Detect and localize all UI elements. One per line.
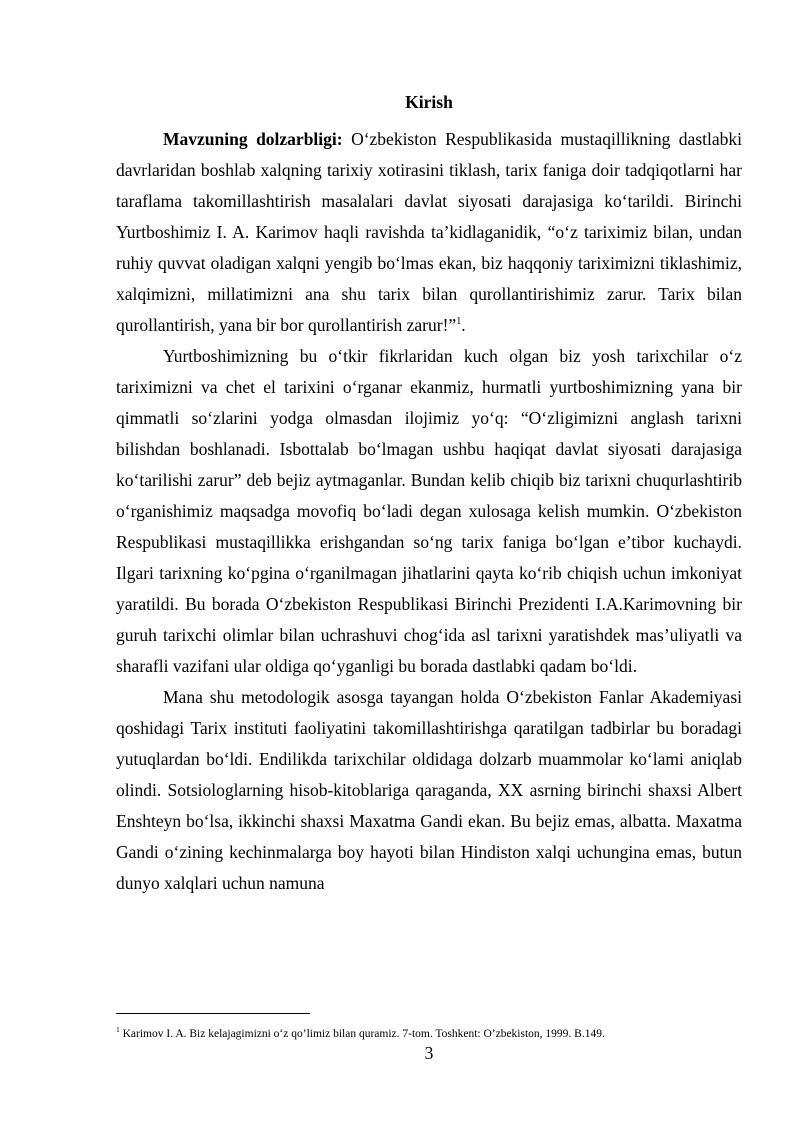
footnote-reference[interactable]: 1 — [456, 316, 462, 328]
footnote-text: Karimov I. A. Biz kelajagimizni o‘z qo’limiz bilan quramiz. 7-tom. Toshkent: O’zbekiston, 1999. B.149. — [119, 1028, 605, 1040]
paragraph-2: Yurtboshimizning bu o‘tkir fikrlaridan kuch olgan biz yosh tarixchilar o‘z tariximizni va chet el tarixini o‘rganar ekanmiz, hurmatli yurtboshimizning yana bir qimmatli so‘zlarini yodga olmasdan ilojimiz yo‘q: “O‘zligimizni anglash tarixni bilishdan boshlanadi. Isbottalab bo‘lmagan ushbu haqiqat davlat siyosati darajasiga ko‘tarilishi zarur” deb bejiz aytmaganlar. Bundan kelib chiqib biz tarixni chuqurlashtirib o‘rganishimiz maqsadga movofiq bo‘ladi degan xulosaga kelish mumkin. O‘zbekiston Respublikasi mustaqillikka erishgandan so‘ng tarix faniga bo‘lgan e’tibor kuchaydi. Ilgari tarixning ko‘pgina o‘rganilmagan jihatlarini qayta ko‘rib chiqish uchun imkoniyat yaratildi. Bu borada O‘zbekiston Respublikasi Birinchi Prezidenti I.A.Karimovning bir guruh tarixchi olimlar bilan uchrashuvi chog‘ida asl tarixni yaratishdek mas’uliyatli va sharafli vazifani ular oldiga qo‘yganligi bu borada dastlabki qadam bo‘ldi. — [116, 346, 742, 676]
paragraph-1-text: O‘zbekiston Respublikasida mustaqillikning dastlabki davrlaridan boshlab xalqning tarixiy xotirasini tiklash, tarix faniga doir tadqiqotlarni har taraflama takomillashtirish masalalari davlat siyosati darajasiga ko‘tarildi. Birinchi Yurtboshimiz I. A. Karimov haqli ravishda ta’kidlaganidik, “o‘z tariximiz bilan, undan ruhiy quvvat oladigan xalqni yengib bo‘lmas ekan, biz haqqoniy tariximizni tiklashimiz, xalqimizni, millatimizni ana shu tarix bilan qurollantirishimiz zarur. Tarix bilan qurollantirish, yana bir bor qurollantirish zarur!” — [116, 129, 742, 335]
topic-relevance-label: Mavzuning dolzarbligi: — [163, 129, 343, 149]
footnote — [116, 1026, 756, 1042]
section-heading: Kirish — [405, 92, 453, 112]
paragraph-3: Mana shu metodologik asosga tayangan holda O‘zbekiston Fanlar Akademiyasi qoshidagi Tarix instituti faoliyatini takomillashtirishga qaratilgan tadbirlar bu boradagi yutuqlardan bo‘ldi. Endilikda tarixchilar oldidaga dolzarb muammolar ko‘lami aniqlab olindi. Sotsiologlarning hisob-kitoblariga qaraganda, XX asrning birinchi shaxsi Albert Enshteyn bo‘lsa, ikkinchi shaxsi Maxatma Gandi ekan. Bu bejiz emas, albatta. Maxatma Gandi o‘zining kechinmalarga boy hayoti bilan Hindiston xalqi uchungina emas, butun dunyo xalqlari uchun namuna — [116, 687, 742, 893]
footnote-separator — [116, 1013, 310, 1014]
page-number: 3 — [424, 1043, 434, 1063]
body-text — [116, 124, 742, 899]
paragraph-1-tail: . — [461, 315, 466, 335]
paragraph-1 — [116, 124, 742, 341]
footnote-marker: 1 — [116, 1025, 120, 1035]
